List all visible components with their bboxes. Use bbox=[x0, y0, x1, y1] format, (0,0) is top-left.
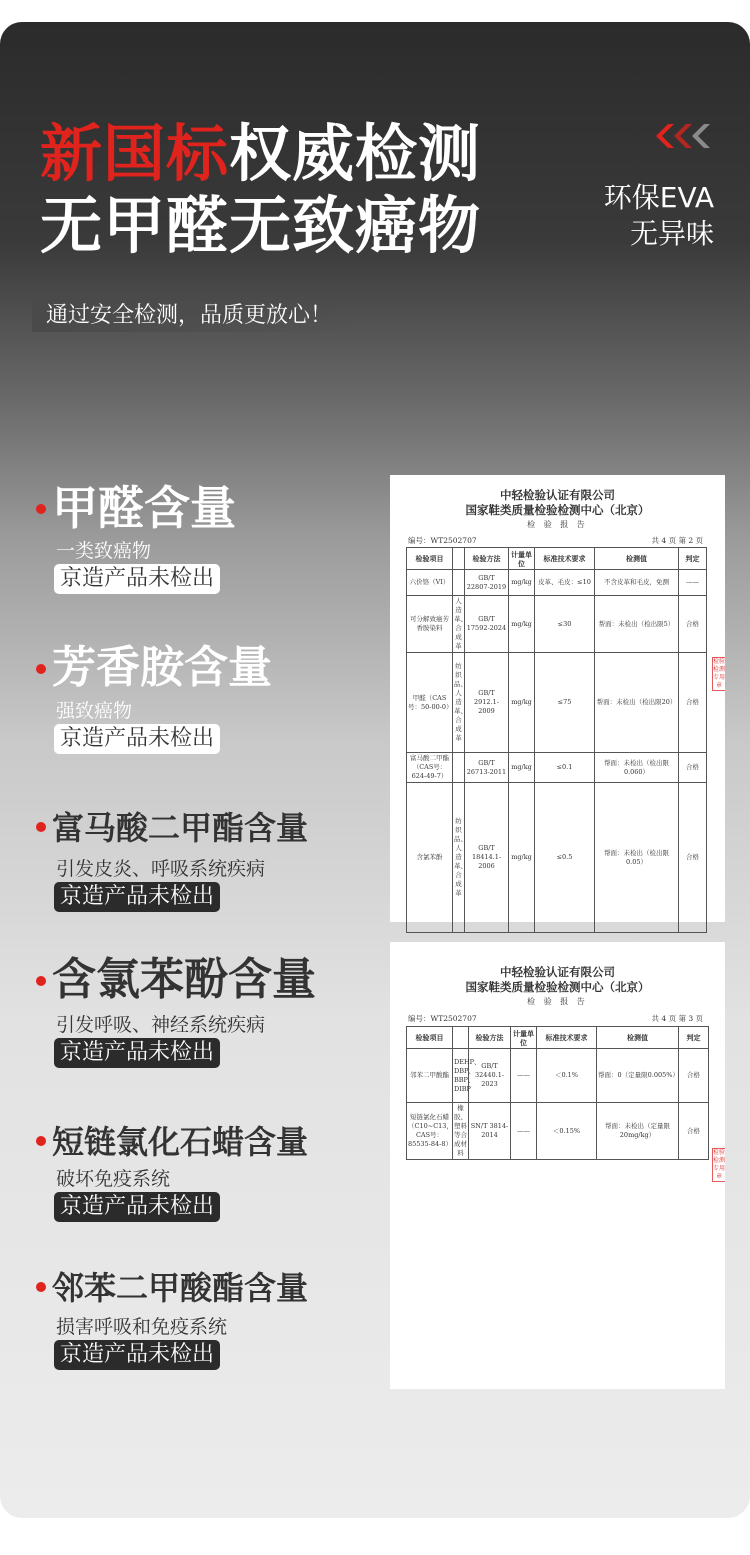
header-cell: 检验项目 bbox=[407, 1027, 453, 1049]
report-page: 共 4 页 第 3 页 bbox=[651, 1014, 703, 1023]
cell: 甲醛（CAS号：50-00-0） bbox=[407, 653, 453, 753]
cell: 合格 bbox=[679, 753, 707, 783]
header-cell: 判定 bbox=[679, 548, 707, 570]
cell: 邻苯二甲酸酯 bbox=[407, 1049, 453, 1103]
cell: ＜0.1% bbox=[537, 1049, 597, 1103]
triple-chevron-left-icon bbox=[652, 122, 716, 150]
red-seal-stamp: 检验检测专用章 bbox=[713, 1149, 726, 1180]
report-number: 编号：WT2502707 bbox=[408, 536, 477, 545]
table-row bbox=[407, 653, 707, 753]
header-cell: 计量单位 bbox=[511, 1027, 537, 1049]
cell: 橡胶、塑料等合成材料 bbox=[453, 1103, 469, 1160]
item-badge: 京造产品未检出 bbox=[54, 1038, 220, 1068]
cell: ≤75 bbox=[535, 653, 595, 753]
cell: —— bbox=[511, 1049, 537, 1103]
cell: 不含皮革和毛皮，免测 bbox=[595, 570, 679, 596]
cell: 富马酸二甲酯（CAS号：624-49-7） bbox=[407, 753, 453, 783]
eva-tag bbox=[604, 180, 714, 252]
promo-card bbox=[0, 22, 750, 1518]
subtitle-bar bbox=[32, 292, 362, 332]
bullet-dot-icon bbox=[36, 664, 46, 674]
cell: mg/kg bbox=[509, 653, 535, 753]
report-company: 中轻检验认证有限公司 bbox=[500, 965, 615, 979]
headline-red: 新国标 bbox=[40, 117, 230, 190]
table-row bbox=[407, 783, 707, 933]
cell: 短链氯化石蜡（C10~C13，CAS号：85535-84-8） bbox=[407, 1103, 453, 1160]
cell: GB/T 18414.1-2006 bbox=[465, 783, 509, 933]
cell: ＜0.15% bbox=[537, 1103, 597, 1160]
cell: —— bbox=[511, 1103, 537, 1160]
header-cell: 计量单位 bbox=[509, 548, 535, 570]
cell: 帮面：未检出（检出限0.060） bbox=[595, 753, 679, 783]
headline-line1 bbox=[40, 118, 481, 190]
item-desc: 引发呼吸、神经系统疾病 bbox=[56, 1014, 266, 1036]
report-company: 中轻检验认证有限公司 bbox=[500, 488, 615, 502]
item-badge: 京造产品未检出 bbox=[54, 564, 220, 594]
header-cell: 检测值 bbox=[597, 1027, 679, 1049]
headline-white: 权威检测 bbox=[229, 117, 482, 190]
item-badge: 京造产品未检出 bbox=[54, 1340, 220, 1370]
item-title: 含氯苯酚含量 bbox=[52, 954, 316, 1005]
cell: mg/kg bbox=[509, 596, 535, 653]
item-title: 芳香胺含量 bbox=[52, 642, 272, 693]
header-cell: 检测值 bbox=[595, 548, 679, 570]
table-row bbox=[407, 753, 707, 783]
cell: ≤30 bbox=[535, 596, 595, 653]
report-number: 编号：WT2502707 bbox=[408, 1014, 477, 1023]
table-row bbox=[407, 1049, 709, 1103]
item-title: 邻苯二甲酸酯含量 bbox=[52, 1269, 309, 1307]
item-desc: 一类致癌物 bbox=[56, 540, 152, 562]
table-header-row bbox=[407, 548, 707, 570]
item-title: 短链氯化石蜡含量 bbox=[52, 1123, 309, 1161]
cell: DEHP、DBP、BBP、DIBP bbox=[453, 1049, 469, 1103]
cell: 帮面：未检出（检出限0.05） bbox=[595, 783, 679, 933]
cell: 帮面：未检出（检出限5） bbox=[595, 596, 679, 653]
cell: mg/kg bbox=[509, 753, 535, 783]
item-desc: 破坏免疫系统 bbox=[56, 1168, 171, 1190]
headline-line2: 无甲醛无致癌物 bbox=[40, 189, 482, 262]
table-header-row bbox=[407, 1027, 709, 1049]
item-title: 甲醛含量 bbox=[52, 481, 236, 535]
item-badge: 京造产品未检出 bbox=[54, 1192, 220, 1222]
header-cell: 判定 bbox=[679, 1027, 709, 1049]
cell: 纺织品、人造革、合成革 bbox=[453, 653, 465, 753]
cell: 合格 bbox=[679, 783, 707, 933]
report-table bbox=[406, 1026, 709, 1160]
header-cell: 检验方法 bbox=[465, 548, 509, 570]
header-cell bbox=[453, 548, 465, 570]
bullet-dot-icon bbox=[36, 822, 46, 832]
table-row bbox=[407, 596, 707, 653]
test-report-page-2 bbox=[390, 475, 725, 922]
cell: ≤0.5 bbox=[535, 783, 595, 933]
cell: GB/T 32440.1-2023 bbox=[469, 1049, 511, 1103]
bullet-dot-icon bbox=[36, 504, 46, 514]
header-cell: 标准技术要求 bbox=[537, 1027, 597, 1049]
cell: 帮面：0（定量限0.005%） bbox=[597, 1049, 679, 1103]
cell: GB/T 26713-2011 bbox=[465, 753, 509, 783]
report-title: 检 验 报 告 bbox=[527, 997, 588, 1006]
cell: 可分解致癌芳香胺染料 bbox=[407, 596, 453, 653]
cell: GB/T 22807-2019 bbox=[465, 570, 509, 596]
cell bbox=[453, 753, 465, 783]
cell: ≤0.1 bbox=[535, 753, 595, 783]
cell: 帮面：未检出（检出限20） bbox=[595, 653, 679, 753]
red-seal-stamp: 检验检测专用章 bbox=[713, 658, 726, 689]
item-desc: 引发皮炎、呼吸系统疾病 bbox=[56, 858, 266, 880]
cell: 合格 bbox=[679, 1049, 709, 1103]
eva-tag-line1: 环保EVA bbox=[603, 181, 714, 214]
item-desc: 损害呼吸和免疫系统 bbox=[56, 1316, 228, 1338]
cell: SN/T 3814-2014 bbox=[469, 1103, 511, 1160]
cell: 含氯苯酚 bbox=[407, 783, 453, 933]
cell: 人造革、合成革 bbox=[453, 596, 465, 653]
header-cell: 标准技术要求 bbox=[535, 548, 595, 570]
cell: 皮革、毛皮：≤10 bbox=[535, 570, 595, 596]
test-report-page-3 bbox=[390, 942, 725, 1389]
report-page: 共 4 页 第 2 页 bbox=[651, 536, 703, 545]
bullet-dot-icon bbox=[36, 1136, 46, 1146]
header-cell: 检验项目 bbox=[407, 548, 453, 570]
report-center: 国家鞋类质量检验检测中心（北京） bbox=[465, 980, 650, 994]
cell: —— bbox=[679, 570, 707, 596]
report-table bbox=[406, 547, 707, 933]
cell: 合格 bbox=[679, 596, 707, 653]
cell: 六价铬（VI） bbox=[407, 570, 453, 596]
cell: 纺织品、人造革、合成革 bbox=[453, 783, 465, 933]
item-title: 富马酸二甲酯含量 bbox=[52, 809, 309, 847]
table-row bbox=[407, 1103, 709, 1160]
bullet-dot-icon bbox=[36, 976, 46, 986]
table-row bbox=[407, 570, 707, 596]
cell: mg/kg bbox=[509, 783, 535, 933]
header-cell bbox=[453, 1027, 469, 1049]
item-badge: 京造产品未检出 bbox=[54, 882, 220, 912]
cell: 合格 bbox=[679, 1103, 709, 1160]
item-desc: 强致癌物 bbox=[56, 700, 133, 722]
cell: 帮面：未检出（定量限20mg/kg） bbox=[597, 1103, 679, 1160]
bullet-dot-icon bbox=[36, 1282, 46, 1292]
cell: GB/T 17592-2024 bbox=[465, 596, 509, 653]
cell: 合格 bbox=[679, 653, 707, 753]
report-center: 国家鞋类质量检验检测中心（北京） bbox=[465, 503, 650, 517]
item-badge: 京造产品未检出 bbox=[54, 724, 220, 754]
cell: mg/kg bbox=[509, 570, 535, 596]
subtitle-text: 通过安全检测，品质更放心！ bbox=[46, 303, 333, 328]
cell bbox=[453, 570, 465, 596]
eva-tag-line2: 无异味 bbox=[629, 217, 714, 250]
header-cell: 检验方法 bbox=[469, 1027, 511, 1049]
cell: GB/T 2912.1-2009 bbox=[465, 653, 509, 753]
report-title: 检 验 报 告 bbox=[527, 520, 588, 529]
